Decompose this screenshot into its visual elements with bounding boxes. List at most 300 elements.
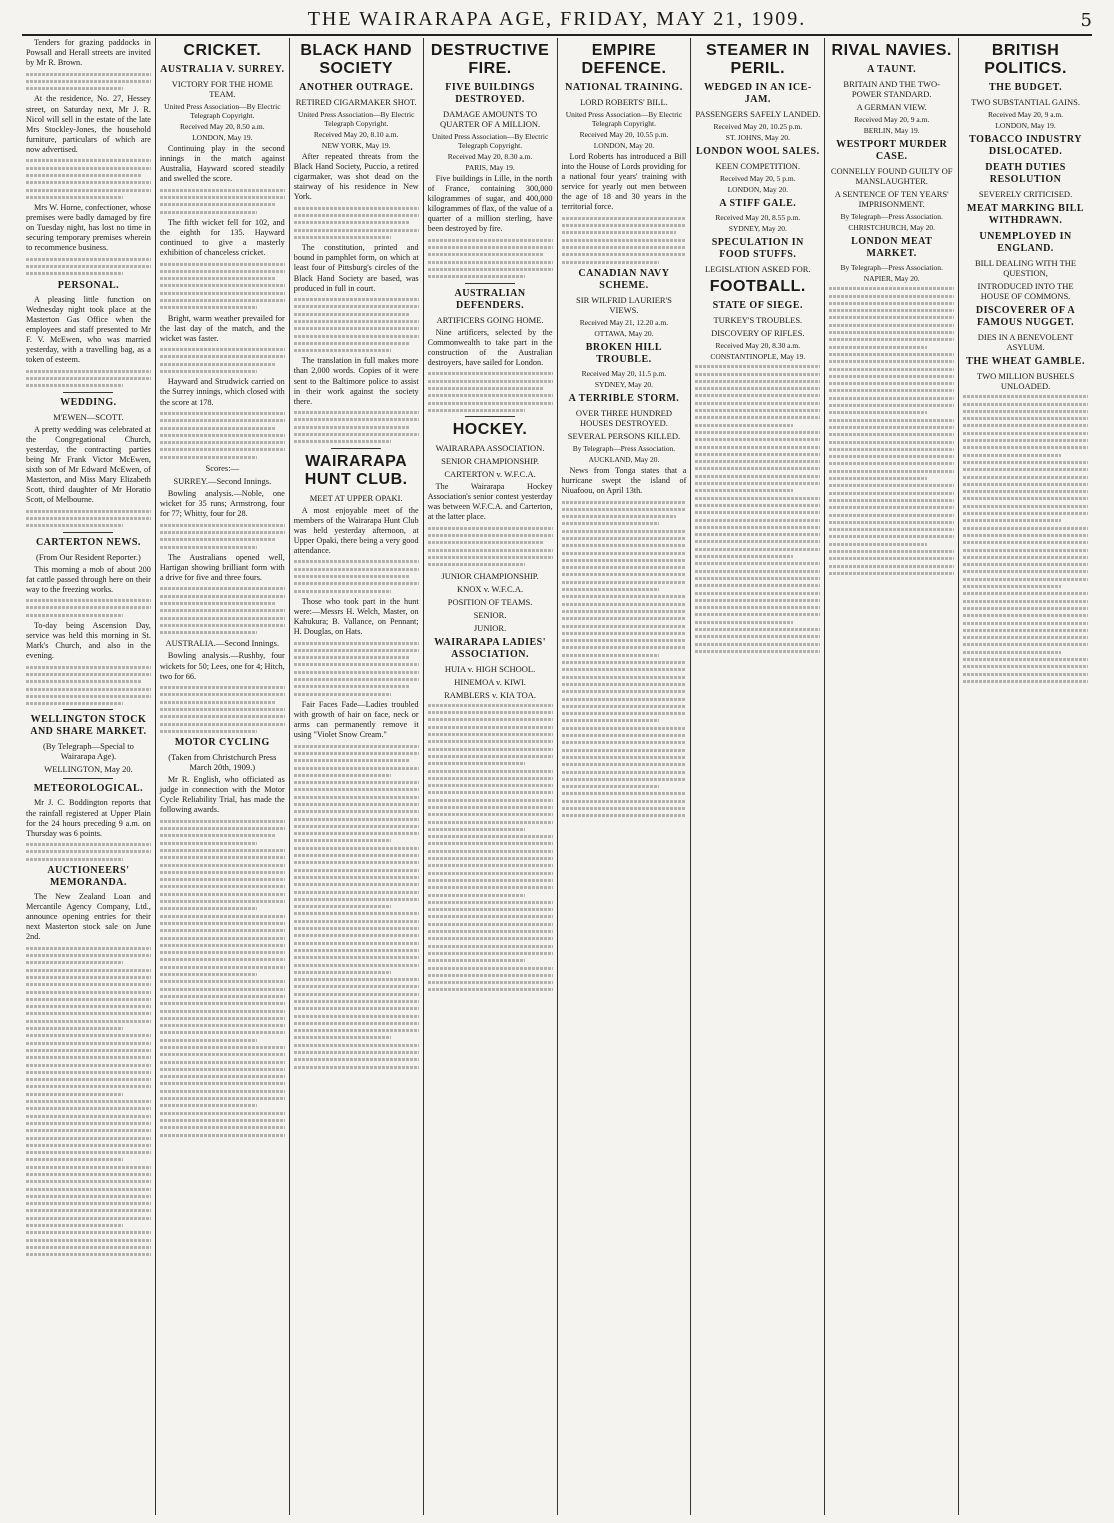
- headline: CARTERTON v. W.F.C.A.: [444, 469, 536, 480]
- text-line: [294, 298, 419, 301]
- text-line: [829, 448, 954, 451]
- text-line: [829, 499, 954, 502]
- text-line: [26, 1202, 151, 1205]
- text-line: [562, 508, 687, 511]
- text-line: [428, 748, 553, 751]
- dateline: CHRISTCHURCH, May 20.: [848, 223, 936, 232]
- text-line: [829, 426, 954, 429]
- text-line: [829, 477, 926, 480]
- text-line: [695, 599, 820, 602]
- text-line: [963, 403, 1088, 406]
- dateline: Received May 20, 8.55 p.m.: [715, 213, 801, 222]
- text-line: [294, 440, 391, 443]
- text-line: [160, 995, 285, 998]
- text-line: [26, 947, 151, 950]
- text-line: [562, 734, 687, 737]
- text-line: [294, 956, 419, 959]
- text-line: [294, 418, 419, 421]
- text-line: [160, 1090, 285, 1093]
- text-line: [829, 331, 954, 334]
- text-line: [160, 958, 285, 961]
- text-line: [829, 543, 926, 546]
- text-line: [963, 505, 1088, 508]
- text-line: [562, 261, 659, 264]
- text-line: [160, 1039, 257, 1042]
- text-line: [695, 482, 820, 485]
- text-line: [695, 533, 820, 536]
- paragraph: Mr R. English, who officiated as judge in connection with the Motor Cycle Reliability Trial, has made the following awards.: [159, 775, 285, 815]
- text-line: [428, 372, 553, 375]
- divider: [63, 709, 113, 710]
- text-line: [963, 680, 1088, 683]
- text-line: [294, 560, 419, 563]
- headline: BILL DEALING WITH THE QUESTION,: [975, 258, 1077, 278]
- text-line: [26, 680, 141, 683]
- text-line: [695, 504, 820, 507]
- text-line: [562, 712, 687, 715]
- headline: AUSTRALIAN DEFENDERS.: [454, 287, 526, 311]
- text-line: [428, 813, 553, 816]
- text-line: [160, 211, 257, 214]
- text-line: [562, 581, 687, 584]
- text-line: [160, 723, 285, 726]
- text-line: [695, 424, 792, 427]
- text-line: [160, 363, 275, 366]
- headline: TWO SUBSTANTIAL GAINS.: [971, 97, 1080, 107]
- column-4: [423, 38, 557, 1515]
- text-line: [26, 1049, 151, 1052]
- dateline: By Telegraph—Press Association.: [840, 263, 943, 272]
- text-line: [160, 609, 285, 612]
- text-line: [562, 544, 687, 547]
- text-line: [26, 1224, 123, 1227]
- paragraph: At the residence, No. 27, Hessey street, on Saturday next, Mr J. R. Nicol will sell in the estate of the late Mrs Stockley-Jones, the household furniture, particulars of which are now advertised.: [26, 94, 151, 154]
- text-line: [294, 1044, 419, 1047]
- dateline: BERLIN, May 19.: [863, 126, 920, 135]
- text-line: [294, 663, 419, 666]
- text-line: [160, 849, 285, 852]
- text-line: [294, 411, 419, 414]
- text-line: [829, 506, 954, 509]
- paragraph: The fifth wicket fell for 102, and the eighth for 135. Hayward continued to give a masterly exhibition of chanceless cricket.: [159, 217, 285, 258]
- text-line: [829, 565, 954, 568]
- headline: SIR WILFRID LAURIER'S VIEWS.: [576, 294, 672, 315]
- text-line: [26, 976, 151, 979]
- text-line: [26, 524, 123, 527]
- text-line: [26, 983, 151, 986]
- text-line: [428, 409, 525, 412]
- text-line: [562, 785, 659, 788]
- text-line: [26, 1217, 151, 1220]
- text-line: [963, 556, 1088, 559]
- text-line: [294, 671, 419, 674]
- text-line: [695, 613, 820, 616]
- paragraph: Lord Roberts has introduced a Bill into the House of Lords providing for a national four years' training with service for yearly out men between the age of 18 and 30 years in the territorial force.: [561, 152, 687, 212]
- text-line: [294, 898, 419, 901]
- text-line: [26, 1209, 151, 1212]
- page-number: 5: [1080, 10, 1092, 31]
- dateline: Received May 20, 5 p.m.: [720, 174, 796, 183]
- text-line: [428, 937, 553, 940]
- text-line: [428, 275, 525, 278]
- text-line: [428, 718, 553, 721]
- headline: HINEMOA v. KIWI.: [454, 676, 526, 687]
- text-line: [963, 665, 1088, 668]
- dateline: Received May 20, 8.30 a.m.: [447, 152, 533, 161]
- text-line: [294, 810, 419, 813]
- text-line: [695, 489, 792, 492]
- text-line: [963, 497, 1088, 500]
- text-line: [428, 850, 553, 853]
- text-line: [26, 167, 151, 170]
- text-line: [695, 548, 820, 551]
- text-line: [562, 537, 687, 540]
- headline: LEGISLATION ASKED FOR.: [705, 264, 811, 274]
- text-line: [428, 806, 553, 809]
- text-line: [562, 756, 687, 759]
- text-line: [160, 842, 257, 845]
- text-line: [160, 937, 285, 940]
- text-line: [562, 727, 687, 730]
- text-line: [26, 272, 123, 275]
- text-line: [829, 535, 954, 538]
- text-line: [26, 1107, 151, 1110]
- text-line: [26, 998, 151, 1001]
- text-line: [695, 387, 820, 390]
- paragraph: Hayward and Strudwick carried on the Surrey innings, which closed with the score at 178.: [159, 377, 285, 407]
- text-line: [294, 320, 419, 323]
- text-line: [428, 762, 525, 765]
- headline: SPECULATION IN FOOD STUFFS.: [711, 237, 804, 260]
- text-line: [26, 265, 151, 268]
- text-line: [294, 1000, 419, 1003]
- text-line: [963, 417, 1088, 420]
- text-line: [695, 540, 820, 543]
- headline: MEET AT UPPER OPAKI.: [309, 492, 403, 503]
- headline: JUNIOR.: [473, 622, 507, 633]
- text-line: [829, 324, 954, 327]
- paragraph: Mrs W. Horne, confectioner, whose premises were badly damaged by fire on Tuesday night, has lost no time in securing temporary premises wherein to recommence business.: [26, 203, 151, 253]
- text-line: [294, 781, 419, 784]
- text-line: [562, 566, 687, 569]
- divider: [63, 392, 113, 393]
- text-line: [160, 1068, 285, 1071]
- headline: MOTOR CYCLING: [174, 737, 270, 749]
- headline: BRITAIN AND THE TWO-POWER STANDARD.: [843, 79, 940, 99]
- text-line: [562, 515, 677, 518]
- text-line: [562, 224, 687, 227]
- text-line: [562, 588, 659, 591]
- text-line: [294, 582, 419, 585]
- headline: METEOROLOGICAL.: [33, 783, 144, 795]
- text-line: [26, 80, 151, 83]
- text-line: [428, 770, 553, 773]
- text-line: [428, 711, 553, 714]
- text-line: [160, 834, 275, 837]
- text-line: [160, 973, 257, 976]
- headline: DISCOVERER OF A FAMOUS NUGGET.: [975, 305, 1076, 328]
- text-line: [294, 327, 419, 330]
- text-line: [562, 632, 687, 635]
- text-line: [428, 842, 553, 845]
- text-line: [428, 784, 553, 787]
- text-line: [160, 1046, 285, 1049]
- text-line: [695, 635, 820, 638]
- headline: BRITISH POLITICS.: [984, 42, 1067, 77]
- text-line: [294, 745, 419, 748]
- text-line: [160, 1031, 285, 1034]
- text-line: [428, 755, 553, 758]
- text-line: [562, 610, 687, 613]
- text-line: [160, 893, 285, 896]
- text-line: [829, 309, 954, 312]
- text-line: [963, 512, 1088, 515]
- text-line: [963, 424, 1088, 427]
- dateline: United Press Association—By Electric Telegraph Copyright.: [297, 110, 415, 128]
- text-line: [26, 599, 151, 602]
- text-line: [160, 284, 285, 287]
- text-line: [294, 1058, 419, 1061]
- paragraph: A most enjoyable meet of the members of the Wairarapa Hunt Club was held yesterday afternoon, at Upper Opaki, there being a very good attendance.: [293, 505, 419, 556]
- text-line: [294, 693, 391, 696]
- masthead-title: THE WAIRARAPA AGE, FRIDAY, MAY 21, 1909.: [307, 8, 807, 30]
- text-line: [428, 864, 553, 867]
- text-line: [829, 375, 954, 378]
- text-line: [160, 448, 285, 451]
- text-line: [294, 920, 419, 923]
- text-line: [160, 1097, 285, 1100]
- headline: LONDON WOOL SALES.: [696, 146, 820, 157]
- column-6: [690, 38, 824, 1515]
- paragraph: Tenders for grazing paddocks in Powsall and Herall streets are invited by Mr R. Brown.: [26, 38, 151, 68]
- paragraph: Fair Faces Fade—Ladies troubled with growth of hair on face, neck or arms can permanently remove it using "Violet Snow Cream.": [293, 699, 419, 740]
- text-line: [294, 642, 419, 645]
- dateline: Received May 20, 10.25 p.m.: [713, 122, 803, 131]
- text-line: [963, 541, 1088, 544]
- text-line: [160, 370, 257, 373]
- headline: AUSTRALIA.—Second Innings.: [165, 638, 280, 649]
- text-line: [294, 568, 419, 571]
- text-line: [829, 360, 954, 363]
- text-line: [294, 590, 391, 593]
- text-line: [26, 1195, 151, 1198]
- column-2: [155, 38, 289, 1515]
- headline: WAIRARAPA ASSOCIATION.: [435, 443, 545, 454]
- text-line: [26, 1027, 123, 1030]
- text-line: [562, 639, 687, 642]
- text-line: [829, 316, 954, 319]
- text-line: [829, 287, 954, 290]
- text-line: [562, 683, 687, 686]
- text-line: [160, 1017, 285, 1020]
- text-line: [160, 1104, 257, 1107]
- text-line: [160, 299, 285, 302]
- text-line: [26, 1188, 151, 1191]
- text-line: [26, 858, 123, 861]
- text-line: [562, 690, 687, 693]
- text-line: [26, 181, 151, 184]
- text-line: [829, 462, 954, 465]
- text-line: [26, 384, 123, 387]
- headline: DAMAGE AMOUNTS TO QUARTER OF A MILLION.: [440, 109, 541, 129]
- headline: THE BUDGET.: [989, 82, 1063, 93]
- text-line: [829, 346, 926, 349]
- text-line: [160, 189, 285, 192]
- text-line: [160, 1075, 285, 1078]
- text-line: [294, 912, 419, 915]
- headline: A TERRIBLE STORM.: [568, 392, 680, 404]
- text-line: [562, 749, 687, 752]
- headline: WAIRARAPA HUNT CLUB.: [304, 452, 408, 488]
- text-line: [160, 412, 285, 415]
- text-line: [829, 441, 954, 444]
- text-line: [294, 649, 419, 652]
- text-line: [294, 335, 419, 338]
- text-line: [294, 985, 419, 988]
- text-line: [695, 446, 820, 449]
- headline: EMPIRE DEFENCE.: [581, 42, 667, 77]
- text-line: [963, 410, 1088, 413]
- text-line: [160, 878, 285, 881]
- dateline: Received May 21, 12.20 a.m.: [579, 317, 669, 327]
- text-line: [562, 603, 687, 606]
- headline: UNEMPLOYED IN ENGLAND.: [979, 231, 1072, 254]
- article-columns: [22, 38, 1092, 1515]
- text-line: [963, 673, 1088, 676]
- text-line: [160, 701, 275, 704]
- divider: [465, 283, 515, 284]
- text-line: [26, 1085, 151, 1088]
- text-line: [294, 796, 419, 799]
- text-line: [829, 295, 954, 298]
- text-line: [562, 231, 677, 234]
- headline: WELLINGTON STOCK AND SHARE MARKET.: [30, 714, 147, 738]
- headline: DESTRUCTIVE FIRE.: [430, 42, 550, 77]
- text-line: [695, 453, 820, 456]
- text-line: [428, 988, 553, 991]
- text-line: [294, 349, 391, 352]
- masthead: [22, 8, 1092, 36]
- text-line: [160, 595, 285, 598]
- text-line: [160, 856, 285, 859]
- text-line: [294, 854, 419, 857]
- headline: TURKEY'S TROUBLES.: [713, 315, 803, 325]
- divider: [63, 778, 113, 779]
- text-line: [160, 587, 285, 590]
- text-line: [294, 891, 419, 894]
- text-line: [160, 871, 285, 874]
- text-line: [428, 981, 553, 984]
- dateline: SYDNEY, May 20.: [594, 379, 654, 389]
- text-line: [695, 511, 820, 514]
- text-line: [428, 253, 543, 256]
- paragraph: Bright, warm weather prevailed for the last day of the match, and the wicket was faster.: [159, 313, 285, 343]
- text-line: [829, 404, 954, 407]
- text-line: [160, 631, 257, 634]
- dateline: LONDON, May 19.: [192, 133, 253, 142]
- text-line: [160, 1002, 285, 1005]
- text-line: [829, 389, 954, 392]
- text-line: [428, 879, 553, 882]
- text-line: [428, 923, 553, 926]
- text-line: [26, 673, 151, 676]
- text-line: [294, 229, 419, 232]
- text-line: [294, 825, 419, 828]
- text-line: [829, 557, 954, 560]
- headline: SEVERAL PERSONS KILLED.: [567, 430, 681, 441]
- headline: TOBACCO INDUSTRY DISLOCATED.: [969, 134, 1082, 157]
- text-line: [26, 850, 151, 853]
- text-line: [26, 969, 151, 972]
- paragraph: Bowling analysis.—Noble, one wicket for 35 runs; Armstrong, four for 77; Whitty, four for 28.: [159, 489, 285, 519]
- text-line: [562, 239, 687, 242]
- text-line: [160, 538, 275, 541]
- text-line: [294, 207, 419, 210]
- text-line: [294, 767, 419, 770]
- text-line: [160, 1119, 285, 1122]
- text-line: [160, 1010, 285, 1013]
- text-line: [428, 534, 553, 537]
- text-line: [160, 355, 285, 358]
- text-line: [160, 885, 285, 888]
- dateline: CONSTANTINOPLE, May 19.: [710, 352, 806, 361]
- dateline: AUCKLAND, May 20.: [588, 454, 660, 464]
- text-line: [294, 214, 419, 217]
- text-line: [963, 483, 1088, 486]
- headline: THE WHEAT GAMBLE.: [966, 356, 1085, 367]
- headline: (From Our Resident Reporter.): [36, 551, 141, 562]
- paragraph: The constitution, printed and bound in pamphlet form, on which at least four of Pittsburg's circles of the Black Hand Society are based, was produced in full in court.: [293, 243, 419, 293]
- text-line: [294, 788, 419, 791]
- text-line: [160, 263, 285, 266]
- text-line: [294, 685, 409, 688]
- text-line: [562, 676, 687, 679]
- text-line: [428, 239, 553, 242]
- dateline: OTTAWA, May 20.: [594, 328, 654, 338]
- headline: WEDGED IN AN ICE-JAM.: [703, 82, 812, 105]
- paragraph: This morning a mob of about 200 fat cattle passed through here on their way to the freezing works.: [26, 564, 151, 594]
- text-line: [294, 847, 419, 850]
- text-line: [294, 803, 419, 806]
- text-line: [160, 419, 285, 422]
- text-line: [160, 951, 285, 954]
- text-line: [695, 475, 820, 478]
- text-line: [294, 752, 419, 755]
- dateline: PARIS, May 19.: [465, 163, 515, 172]
- text-line: [160, 1134, 285, 1137]
- text-line: [26, 1166, 151, 1169]
- text-line: [829, 550, 954, 553]
- text-line: [562, 522, 659, 525]
- headline: VICTORY FOR THE HOME TEAM.: [171, 79, 273, 99]
- headline: A TAUNT.: [867, 64, 917, 75]
- text-line: [695, 519, 820, 522]
- text-line: [26, 954, 151, 957]
- text-line: [26, 189, 151, 192]
- text-line: [160, 1024, 285, 1027]
- headline: STEAMER IN PERIL.: [705, 42, 810, 77]
- text-line: [695, 380, 820, 383]
- text-line: [829, 514, 954, 517]
- text-line: [562, 792, 687, 795]
- text-line: [26, 1093, 123, 1096]
- text-line: [26, 702, 123, 705]
- text-line: [294, 759, 409, 762]
- text-line: [160, 348, 285, 351]
- text-line: [26, 258, 151, 261]
- text-line: [26, 1158, 123, 1161]
- text-line: [695, 373, 820, 376]
